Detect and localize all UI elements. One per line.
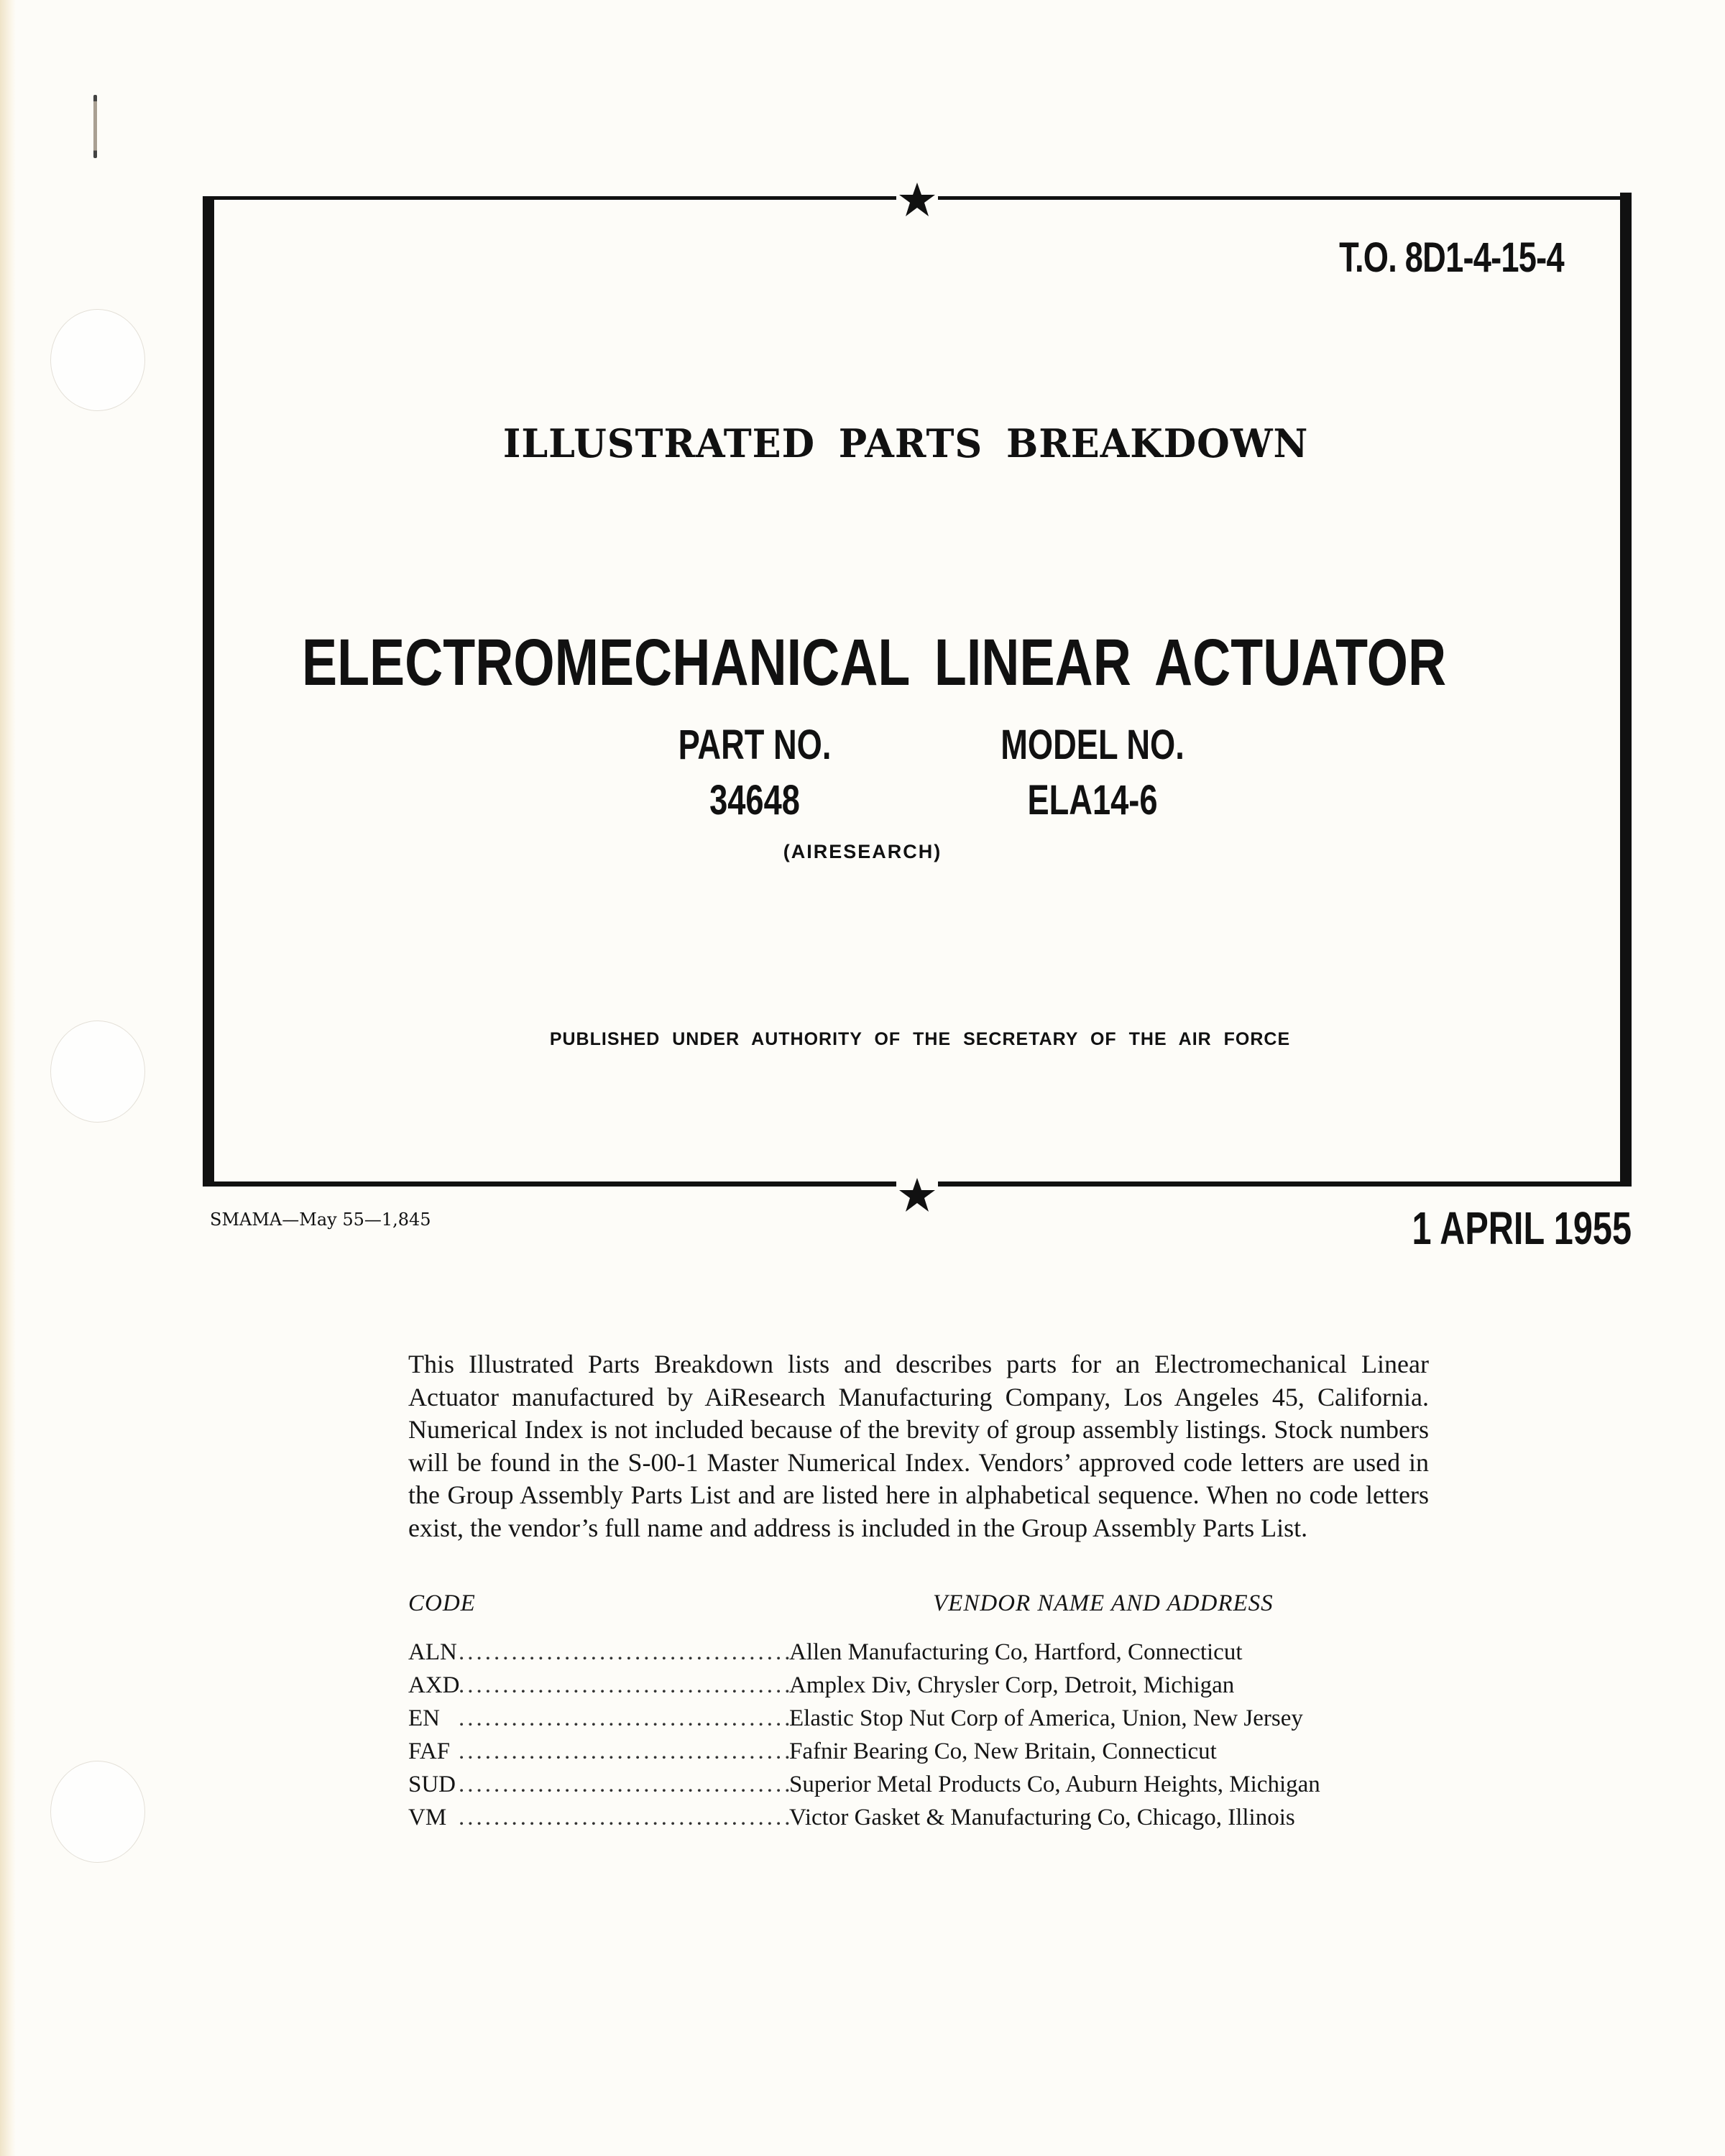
column-header-vendor: VENDOR NAME AND ADDRESS: [933, 1590, 1274, 1616]
dot-leader: [459, 1672, 789, 1699]
model-number-value: ELA14-6: [1027, 777, 1158, 824]
vendor-code-table: [408, 1590, 1443, 1838]
dot-leader: [459, 1772, 789, 1798]
binder-mark: [93, 95, 97, 158]
punch-hole: [50, 1761, 145, 1863]
dot-leader: [459, 1705, 789, 1732]
part-number-value: 34648: [709, 777, 800, 824]
part-number-label: PART NO.: [678, 722, 832, 768]
document-type-heading: [26, 420, 1699, 466]
punch-hole: [50, 1021, 145, 1123]
vendor-code: AXD: [408, 1672, 460, 1698]
vendor-code: ALN: [408, 1639, 457, 1665]
vendor-name-address: Amplex Div, Chrysler Corp, Detroit, Michigan: [789, 1672, 1235, 1698]
vendor-code: EN: [408, 1705, 440, 1731]
vendor-table-body: [408, 1639, 1443, 1838]
dot-leader: [459, 1738, 789, 1765]
vendor-code: SUD: [408, 1772, 456, 1797]
table-row: [408, 1805, 1443, 1838]
printer-code: SMAMA—May 55—1,845: [210, 1210, 431, 1230]
dot-leader: [459, 1805, 789, 1831]
star-icon: [896, 1175, 938, 1215]
table-row: [408, 1738, 1443, 1772]
page-title-text: ELECTROMECHANICAL LINEAR ACTUATOR: [301, 626, 1447, 699]
vendor-name-address: Fafnir Bearing Co, New Britain, Connecticut: [789, 1738, 1217, 1764]
manufacturer-name: (AIRESEARCH): [783, 841, 942, 862]
vendor-code: FAF: [408, 1738, 451, 1764]
vendor-table-header: [408, 1590, 1443, 1626]
publication-date: 1 APRIL 1955: [1412, 1202, 1632, 1254]
vendor-name-address: Superior Metal Products Co, Auburn Heights, Michigan: [789, 1772, 1320, 1797]
authority-statement: PUBLISHED UNDER AUTHORITY OF THE SECRETARY OF THE AIR FORCE: [549, 1029, 1291, 1049]
vendor-name-address: Victor Gasket & Manufacturing Co, Chicago, Illinois: [789, 1805, 1295, 1830]
intro-paragraph: This Illustrated Parts Breakdown lists and describes parts for an Electromechanical Linear Actuator manufactured by AiResearch Manufacturing Company, Los Angeles 45, California. Numerical Index is not included because of the brevity of group assembly listings. Stock numbers will be found in the S-00-1 Master Numerical Index. Vendors’ approved code letters are used in the Group Assembly Parts List and are listed here in alphabetical sequence. When no code letters exist, the vendor’s full name and address is included in the Group Assembly Parts List.: [408, 1350, 1429, 1542]
page-title: [0, 625, 1725, 701]
table-row: [408, 1772, 1443, 1805]
table-row: [408, 1705, 1443, 1738]
vendor-name-address: Elastic Stop Nut Corp of America, Union, New Jersey: [789, 1705, 1303, 1731]
model-number-label: MODEL NO.: [1000, 722, 1184, 768]
table-row: [408, 1639, 1443, 1672]
punch-hole: [50, 309, 145, 411]
star-icon: [896, 180, 938, 220]
vendor-code: VM: [408, 1805, 447, 1830]
column-header-code: CODE: [408, 1590, 476, 1616]
vendor-name-address: Allen Manufacturing Co, Hartford, Connecticut: [789, 1639, 1243, 1665]
dot-leader: [459, 1639, 789, 1666]
document-type-text: ILLUSTRATED PARTS BREAKDOWN: [502, 420, 1309, 466]
table-row: [408, 1672, 1443, 1705]
page-edge-shading: [0, 0, 16, 2156]
technical-order-number: T.O. 8D1-4-15-4: [1339, 234, 1564, 281]
